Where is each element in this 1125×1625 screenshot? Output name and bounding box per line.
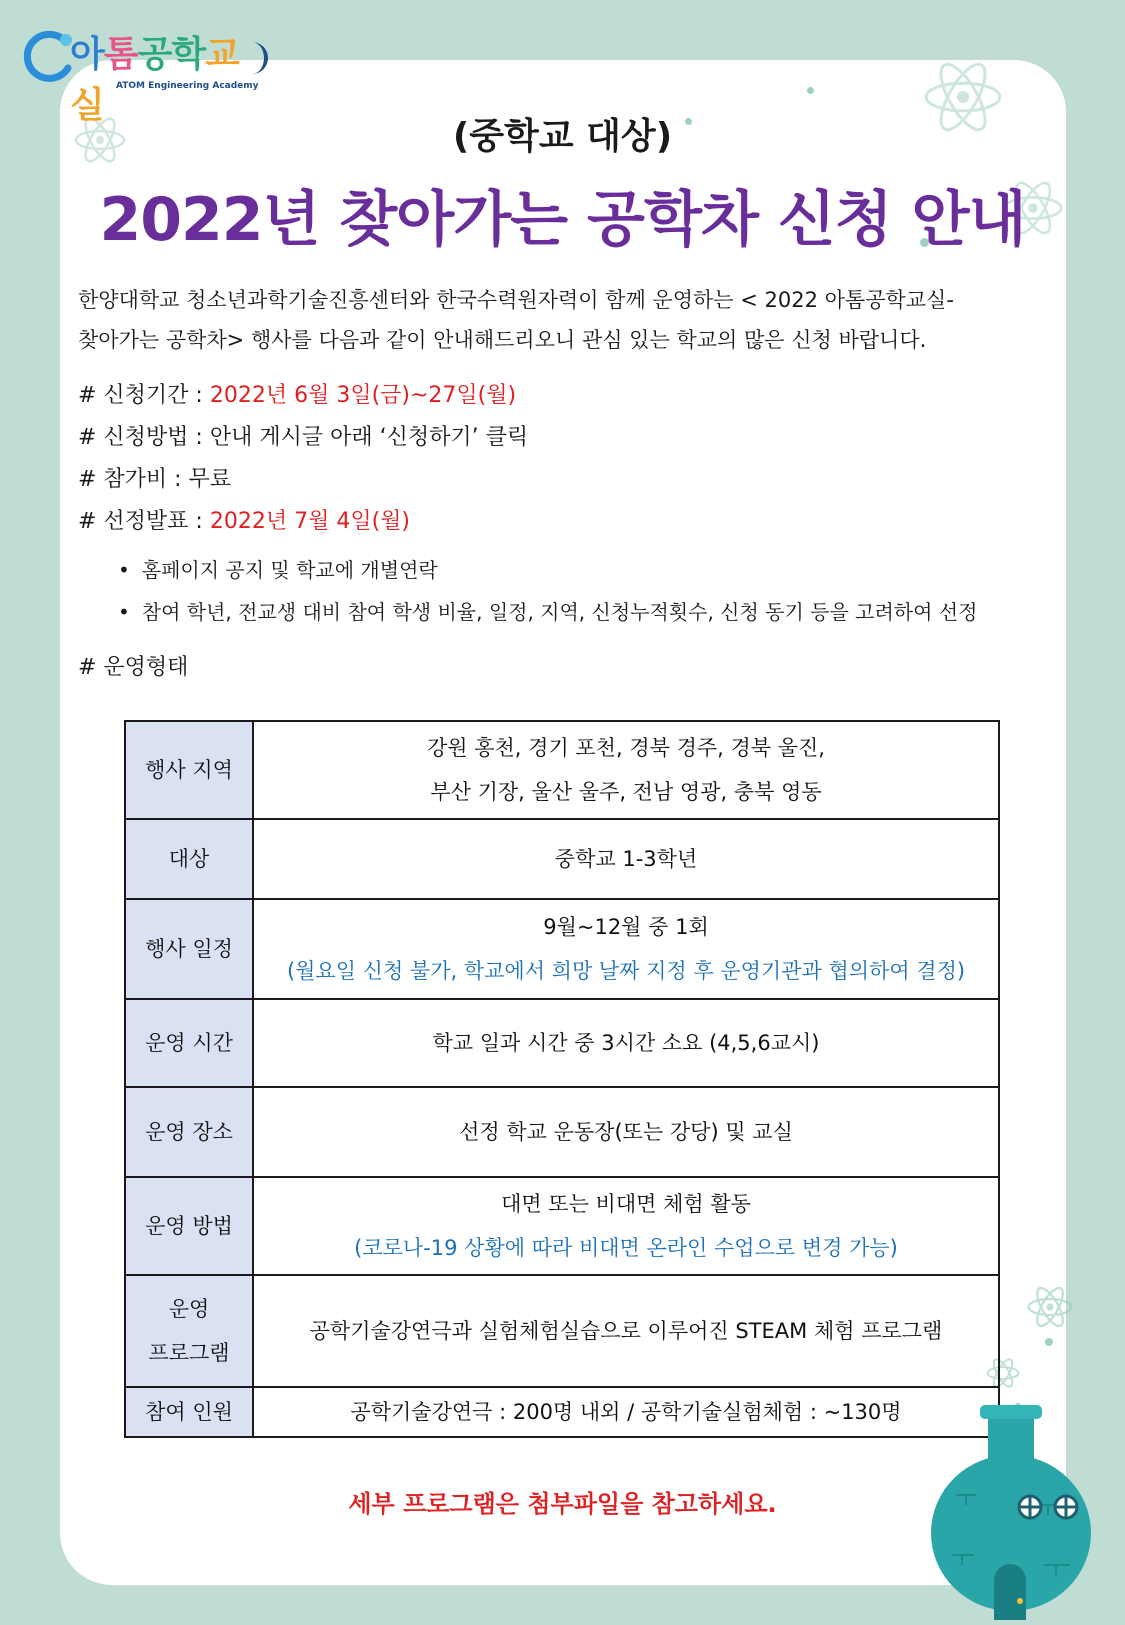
announce-bullet: • 참여 학년, 전교생 대비 참여 학생 비율, 일정, 지역, 신청누적횟수, 신청 동기 등을 고려하여 선정 xyxy=(118,596,977,625)
table-row xyxy=(125,1387,999,1437)
page-subtitle: (중학교 대상) xyxy=(452,116,673,157)
footer-note: 세부 프로그램은 첨부파일을 참고하세요. xyxy=(348,1490,777,1518)
table-value-cell: 선정 학교 운동장(또는 강당) 및 교실 xyxy=(253,1087,999,1177)
operations-table xyxy=(124,720,1000,1438)
table-header-cell: 행사 일정 xyxy=(125,899,253,999)
table-header-cell: 행사 지역 xyxy=(125,721,253,819)
table-header-cell: 운영 시간 xyxy=(125,999,253,1087)
table-value-cell: 대면 또는 비대면 체험 활동 (코로나-19 상황에 따라 비대면 온라인 수업으로 변경 가능) xyxy=(253,1177,999,1275)
flask-illustration xyxy=(926,1405,1096,1625)
table-row xyxy=(125,1275,999,1387)
table-value-cell: 학교 일과 시간 중 3시간 소요 (4,5,6교시) xyxy=(253,999,999,1087)
table-value-cell: 9월~12월 중 1회 (월요일 신청 불가, 학교에서 희망 날짜 지정 후 운영기관과 협의하여 결정) xyxy=(253,899,999,999)
info-label: # 선정발표 : xyxy=(78,509,210,534)
logo-wordmark: 아톰공학교실 xyxy=(70,34,239,126)
table-row xyxy=(125,999,999,1087)
info-announce xyxy=(78,504,410,535)
info-value: 2022년 7월 4일(월) xyxy=(209,509,410,534)
info-value: 2022년 6월 3일(금)~27일(월) xyxy=(209,383,517,408)
info-fee: # 참가비 : 무료 xyxy=(78,467,232,492)
page-title: 2022년 찾아가는 공학차 신청 안내 xyxy=(99,185,1026,255)
decor-dot xyxy=(1045,1338,1053,1346)
info-period xyxy=(78,378,516,409)
intro-line: 찾아가는 공학차> 행사를 다음과 같이 안내해드리오니 관심 있는 학교의 많은 신청 바랍니다. xyxy=(78,328,927,352)
announce-bullet: • 홈페이지 공지 및 학교에 개별연락 xyxy=(118,554,438,583)
table-header-cell: 운영 장소 xyxy=(125,1087,253,1177)
table-header-cell: 대상 xyxy=(125,819,253,899)
table-row xyxy=(125,819,999,899)
intro-paragraph xyxy=(78,280,1053,360)
method-note: (코로나-19 상황에 따라 비대면 온라인 수업으로 변경 가능) xyxy=(354,1236,898,1260)
table-row xyxy=(125,1177,999,1275)
logo-moon-icon xyxy=(244,40,270,76)
table-value-cell: 공학기술강연극과 실험체험실습으로 이루어진 STEAM 체험 프로그램 xyxy=(253,1275,999,1387)
table-value-cell: 강원 홍천, 경기 포천, 경북 경주, 경북 울진, 부산 기장, 울산 울주, 전남 영광, 충북 영동 xyxy=(253,721,999,819)
table-header-cell: 운영 방법 xyxy=(125,1177,253,1275)
atom-icon xyxy=(1025,1282,1075,1332)
atom-academy-logo xyxy=(22,22,262,126)
logo-subtitle: ATOM Engineering Academy xyxy=(110,80,265,92)
table-row xyxy=(125,721,999,819)
info-operation: # 운영형태 xyxy=(78,655,189,680)
info-label: # 신청기간 : xyxy=(78,383,210,408)
decor-dot xyxy=(807,87,814,94)
table-row xyxy=(125,1087,999,1177)
table-header-cell: 참여 인원 xyxy=(125,1387,253,1437)
intro-line: 한양대학교 청소년과학기술진흥센터와 한국수력원자력이 함께 운영하는 < 2022 아톰공학교실- xyxy=(78,288,954,312)
schedule-note: (월요일 신청 불가, 학교에서 희망 날짜 지정 후 운영기관과 협의하여 결정) xyxy=(286,959,966,983)
table-value-cell: 공학기술강연극 : 200명 내외 / 공학기술실험체험 : ~130명 xyxy=(253,1387,999,1437)
info-method: # 신청방법 : 안내 게시글 아래 ‘신청하기’ 클릭 xyxy=(78,425,529,450)
table-header-cell: 운영 프로그램 xyxy=(125,1275,253,1387)
table-value-cell: 중학교 1-3학년 xyxy=(253,819,999,899)
table-row xyxy=(125,899,999,999)
